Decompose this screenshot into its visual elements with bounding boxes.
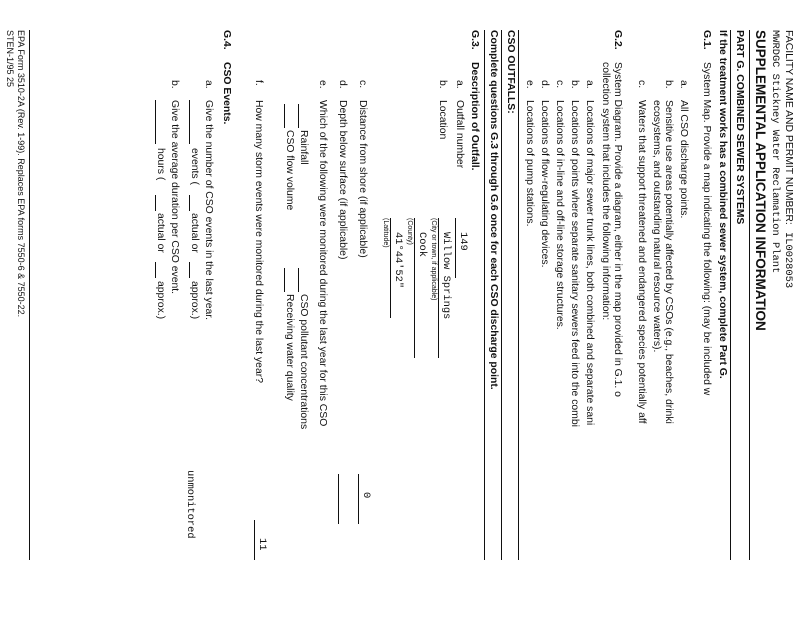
- g2-c-text: Locations of in-line and off-line storage structures.: [554, 100, 565, 330]
- g1-a-text: All CSO discharge points.: [678, 100, 689, 219]
- receiving-water-option-label: Receiving water quality: [284, 294, 295, 401]
- distance-from-shore-line: [358, 474, 359, 524]
- g2-d-marker: d.: [539, 80, 550, 89]
- g1-b-marker: b.: [663, 80, 674, 89]
- g3-title: Description of Outfall.: [469, 62, 480, 171]
- g3-e-label: Which of the following were monitored during the last year for this CSO: [317, 100, 328, 427]
- location-county-value: Cook: [416, 232, 428, 257]
- g3-f-marker: f.: [253, 80, 264, 86]
- permit-number: IL0028053: [782, 232, 794, 289]
- cso-duration-hours-label: hours (: [155, 148, 166, 181]
- g4-number: G.4.: [221, 30, 232, 50]
- cso-events-approx-line[interactable]: [189, 262, 190, 278]
- complete-questions-note: Complete questions G.3 through G.6 once for each CSO discharge point.: [488, 30, 499, 390]
- part-rule: [730, 30, 731, 560]
- location-county-line: [414, 218, 415, 358]
- outfall-number-line: [455, 218, 456, 278]
- distance-from-shore-value: 0: [360, 492, 372, 499]
- cso-outfalls-bottom-rule: [501, 30, 502, 560]
- complete-questions-rule: [484, 30, 485, 560]
- g1-b-text-line1: Sensitive use areas potentially affected by CSOs (e.g., beaches, drinki: [663, 100, 674, 424]
- g2-c-marker: c.: [554, 80, 565, 89]
- storm-events-value: 11: [256, 538, 268, 551]
- cso-events-actual-line[interactable]: [189, 195, 190, 211]
- location-city-line: [438, 218, 439, 358]
- location-city-value: Willow Springs: [440, 232, 452, 320]
- depth-below-surface-line: [338, 474, 339, 524]
- g3-b-label: Location: [437, 100, 448, 140]
- g4-title: CSO Events.: [221, 62, 232, 125]
- cso-duration-approx-label: approx.): [155, 281, 166, 320]
- g2-text-line1: System Diagram. Provide a diagram, either in the map provided in G.1. o: [612, 62, 623, 397]
- g2-number: G.2.: [612, 30, 623, 50]
- g2-e-marker: e.: [524, 80, 535, 89]
- cso-duration-actual-line[interactable]: [155, 195, 156, 211]
- g3-c-label: Distance from shore (if applicable): [357, 100, 368, 258]
- cso-flow-checkbox-line[interactable]: [284, 104, 285, 128]
- location-latitude-line: [390, 218, 391, 318]
- document-title: SUPPLEMENTAL APPLICATION INFORMATION: [753, 30, 768, 331]
- location-latitude-caption: (Latitude): [382, 218, 389, 248]
- footer-form-number: EPA Form 3510-2A (Rev. 1-99). Replaces EPA forms 7550-6 & 7550-22.: [16, 30, 26, 318]
- g2-b-text: Locations of points where separate sanitary sewers feed into the combi: [569, 100, 580, 427]
- g3-number: G.3.: [469, 30, 480, 50]
- g3-a-marker: a.: [454, 80, 465, 89]
- part-heading: PART G. COMBINED SEWER SYSTEMS: [734, 30, 745, 225]
- cso-duration-approx-line[interactable]: [155, 262, 156, 278]
- g3-d-label: Depth below surface (if applicable): [337, 100, 348, 260]
- g1-text: System Map. Provide a map indicating the following: (may be included w: [701, 62, 712, 396]
- g1-number: G.1.: [701, 30, 712, 50]
- title-rule: [749, 30, 750, 560]
- g2-text-line2: collection system that includes the following information:: [600, 62, 611, 321]
- intro-text: If the treatment works has a combined sewer system, complete Part G.: [717, 30, 728, 379]
- g2-a-marker: a.: [584, 80, 595, 89]
- cso-pollutant-checkbox-line[interactable]: [298, 268, 299, 292]
- g3-a-label: Outfall number: [454, 100, 465, 169]
- unmonitored-annotation: unmonitored: [184, 470, 196, 539]
- g4-b-text: Give the average duration per CSO event.: [169, 100, 180, 295]
- location-city-caption: (City or town, if applicable): [430, 218, 437, 301]
- g2-d-text: Locations of flow-regulating devices.: [539, 100, 550, 268]
- g2-b-marker: b.: [569, 80, 580, 89]
- cso-flow-option-label: CSO flow volume: [284, 130, 295, 211]
- cso-duration-hours-line[interactable]: [155, 100, 168, 144]
- g3-f-label: How many storm events were monitored during the last year?: [253, 100, 264, 383]
- g1-c-text: Waters that support threatened and endangered species potentially aff: [636, 100, 647, 424]
- g1-c-marker: c.: [636, 80, 647, 89]
- footer-rule: [29, 30, 30, 560]
- cso-outfalls-top-rule: [518, 30, 519, 560]
- outfall-number-value: 149: [457, 232, 469, 251]
- facility-label: FACILITY NAME AND PERMIT NUMBER:: [783, 30, 794, 225]
- cso-events-actual-label: actual or: [189, 213, 200, 253]
- g4-b-marker: b.: [169, 80, 180, 89]
- cso-events-count-line[interactable]: [189, 100, 202, 144]
- g2-e-text: Locations of pump stations.: [524, 100, 535, 227]
- location-county-caption: (County): [406, 218, 413, 245]
- rainfall-checkbox-line[interactable]: [298, 104, 299, 128]
- g1-b-text-line2: ecosystems, and outstanding natural resource waters).: [651, 100, 662, 353]
- g3-e-marker: e.: [317, 80, 328, 89]
- cso-pollutant-option-label: CSO pollutant concentrations: [298, 294, 309, 430]
- cso-events-label: events (: [189, 148, 200, 185]
- rainfall-option-label: Rainfall: [298, 130, 309, 165]
- location-latitude-value: 41°44'52": [392, 232, 404, 289]
- g3-d-marker: d.: [337, 80, 348, 89]
- g4-a-marker: a.: [203, 80, 214, 89]
- g2-a-text: Locations of major sewer trunk lines, both combined and separate sani: [584, 100, 595, 426]
- storm-events-line: [254, 520, 255, 560]
- g3-b-marker: b.: [437, 80, 448, 89]
- cso-duration-actual-label: actual or: [155, 213, 166, 253]
- cso-events-approx-label: approx.): [189, 281, 200, 320]
- footer-code: STEN-1/95 25: [5, 30, 15, 88]
- g1-a-marker: a.: [678, 80, 689, 89]
- g4-a-text: Give the number of CSO events in the last year.: [203, 100, 214, 321]
- facility-name: MWRDGC Stickney Water Reclamation Plant: [769, 30, 781, 274]
- g3-c-marker: c.: [357, 80, 368, 89]
- cso-outfalls-heading: CSO OUTFALLS:: [505, 30, 516, 114]
- receiving-water-checkbox-line[interactable]: [284, 268, 285, 292]
